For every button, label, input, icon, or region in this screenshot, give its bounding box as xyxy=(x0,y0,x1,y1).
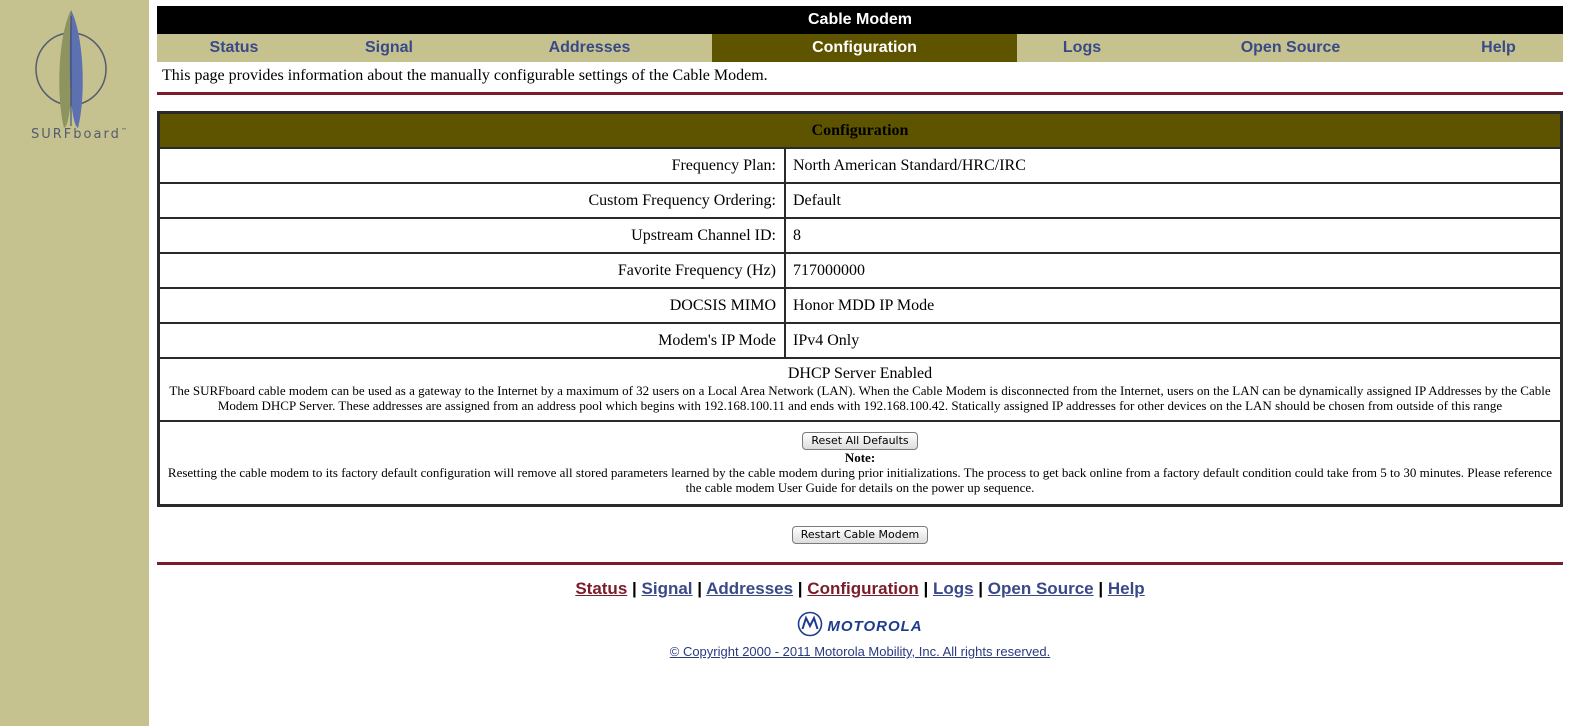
footer-link-status[interactable]: Status xyxy=(575,579,628,598)
table-row xyxy=(159,323,1561,358)
restart-area xyxy=(157,525,1563,545)
nav-status[interactable]: Status xyxy=(209,39,259,56)
table-row xyxy=(159,183,1561,218)
favorite-frequency-label: Favorite Frequency (Hz) xyxy=(159,253,785,288)
reset-section xyxy=(159,421,1561,505)
copyright-link[interactable]: © Copyright 2000 - 2011 Motorola Mobility, Inc. All rights reserved. xyxy=(669,644,1051,659)
nav-addresses[interactable]: Addresses xyxy=(548,39,631,56)
page-title: Cable Modem xyxy=(157,6,1563,34)
frequency-plan-label: Frequency Plan: xyxy=(159,148,785,183)
configuration-table xyxy=(157,111,1563,507)
note-title: Note: xyxy=(844,450,876,465)
upstream-channel-id-value: 8 xyxy=(785,218,1561,253)
note-text: Resetting the cable modem to its factory default configuration will remove all stored parameters learned by the cable modem during prior initializations. The process to get back online from a factory default condition could take from 5 to 30 minutes. Please reference the cable modem User Guide for details on the power up sequence. xyxy=(167,465,1553,495)
restart-cable-modem-button[interactable]: Restart Cable Modem xyxy=(792,526,928,544)
motorola-batwing-icon xyxy=(797,611,823,642)
footer-divider xyxy=(157,562,1563,565)
footer-link-configuration[interactable]: Configuration xyxy=(807,579,919,598)
intro-text: This page provides information about the manually configurable settings of the Cable Modem. xyxy=(162,67,768,84)
main-content xyxy=(157,6,1563,659)
motorola-logo xyxy=(157,613,1563,639)
favorite-frequency-value: 717000000 xyxy=(785,253,1561,288)
docsis-mimo-label: DOCSIS MIMO xyxy=(159,288,785,323)
dhcp-section xyxy=(159,358,1561,421)
footer-link-signal[interactable]: Signal xyxy=(641,579,693,598)
footer-nav: Status | Signal | Addresses | Configuration | Logs | Open Source | Help xyxy=(575,579,1145,598)
divider xyxy=(157,92,1563,95)
nav-help[interactable]: Help xyxy=(1481,39,1516,56)
sidebar xyxy=(0,0,149,726)
nav-logs[interactable]: Logs xyxy=(1062,39,1102,56)
reset-all-defaults-button[interactable]: Reset All Defaults xyxy=(802,432,917,450)
top-nav xyxy=(157,34,1563,62)
table-row xyxy=(159,218,1561,253)
nav-configuration[interactable]: Configuration xyxy=(712,34,1017,62)
nav-open-source[interactable]: Open Source xyxy=(1240,39,1341,56)
table-row xyxy=(159,253,1561,288)
motorola-wordmark: MOTOROLA xyxy=(827,617,923,635)
configuration-table-title: Configuration xyxy=(159,113,1561,148)
nav-signal[interactable]: Signal xyxy=(364,39,413,56)
table-row xyxy=(159,148,1561,183)
logo-wordmark: SURFboard™ xyxy=(31,127,127,142)
custom-frequency-ordering-label: Custom Frequency Ordering: xyxy=(159,183,785,218)
footer-link-logs[interactable]: Logs xyxy=(932,579,974,598)
surfboard-logo-icon xyxy=(28,6,127,146)
dhcp-title: DHCP Server Enabled xyxy=(787,365,933,382)
table-row xyxy=(159,288,1561,323)
ip-mode-value: IPv4 Only xyxy=(785,323,1561,358)
footer-link-help[interactable]: Help xyxy=(1107,579,1145,598)
custom-frequency-ordering-value: Default xyxy=(785,183,1561,218)
ip-mode-label: Modem's IP Mode xyxy=(159,323,785,358)
dhcp-description: The SURFboard cable modem can be used as a gateway to the Internet by a maximum of 32 users on a Local Area Network (LAN). When the Cable Modem is disconnected from the Internet, users on the LAN can be dynamically assigned IP Addresses by the Cable Modem DHCP Server. These addresses are assigned from an address pool which begins with 192.168.100.11 and ends with 192.168.100.42. Statically assigned IP addresses for other devices on the LAN should be chosen from outside of this range xyxy=(169,383,1551,413)
frequency-plan-value: North American Standard/HRC/IRC xyxy=(785,148,1561,183)
docsis-mimo-value: Honor MDD IP Mode xyxy=(785,288,1561,323)
footer-link-addresses[interactable]: Addresses xyxy=(706,579,794,598)
footer-link-open-source[interactable]: Open Source xyxy=(987,579,1094,598)
upstream-channel-id-label: Upstream Channel ID: xyxy=(159,218,785,253)
